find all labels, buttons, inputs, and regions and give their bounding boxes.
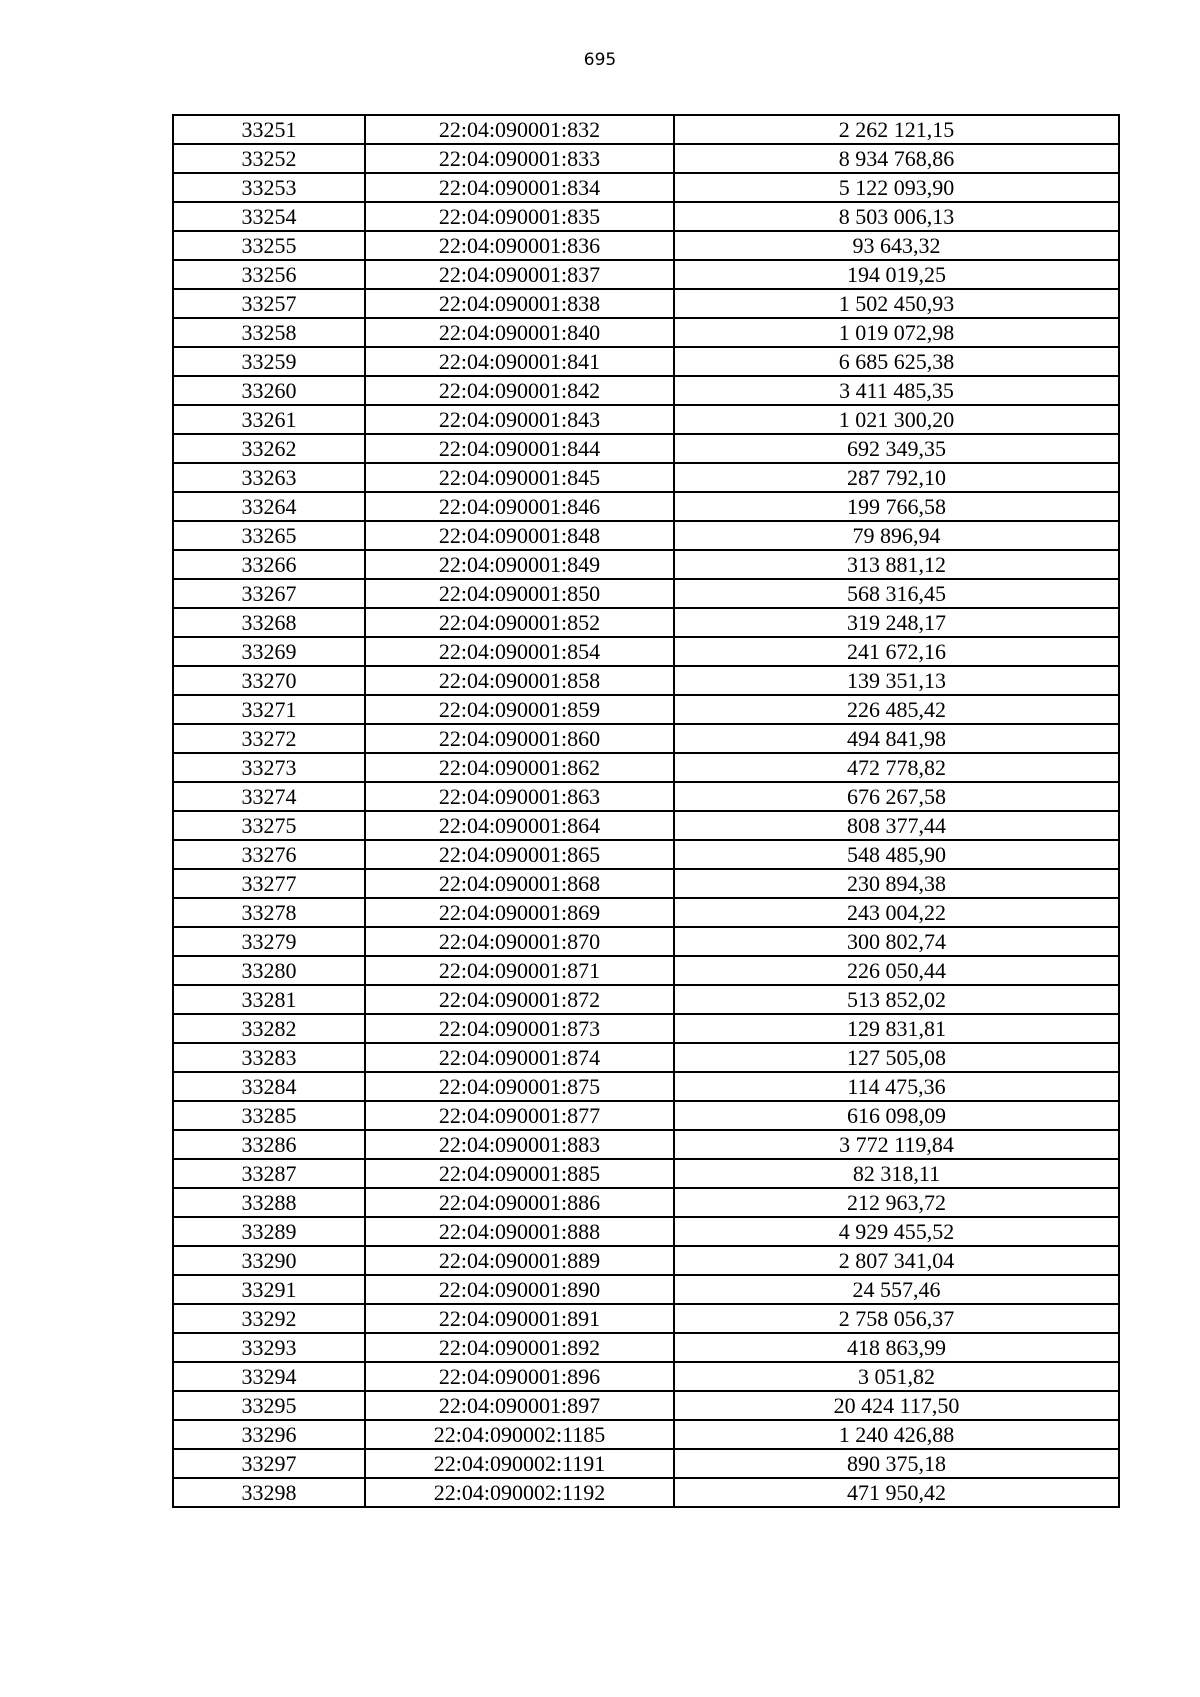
table-row [173,1304,1119,1333]
value-cell: 212 963,72 [674,1188,1119,1217]
table-row [173,985,1119,1014]
row-number-cell: 33296 [173,1420,365,1449]
table-row [173,1362,1119,1391]
cadastral-number-cell: 22:04:090001:836 [365,231,674,260]
cadastral-number-cell: 22:04:090001:848 [365,521,674,550]
row-number-cell: 33256 [173,260,365,289]
table-row [173,1391,1119,1420]
row-number-cell: 33276 [173,840,365,869]
value-cell: 5 122 093,90 [674,173,1119,202]
value-cell: 230 894,38 [674,869,1119,898]
value-cell: 287 792,10 [674,463,1119,492]
table-row [173,1130,1119,1159]
table-row [173,173,1119,202]
row-number-cell: 33275 [173,811,365,840]
row-number-cell: 33277 [173,869,365,898]
row-number-cell: 33278 [173,898,365,927]
cadastral-number-cell: 22:04:090001:883 [365,1130,674,1159]
table-body [173,115,1119,1507]
cadastral-number-cell: 22:04:090001:872 [365,985,674,1014]
data-table [172,114,1120,1508]
table-row [173,144,1119,173]
value-cell: 194 019,25 [674,260,1119,289]
row-number-cell: 33282 [173,1014,365,1043]
cadastral-number-cell: 22:04:090001:849 [365,550,674,579]
cadastral-number-cell: 22:04:090001:834 [365,173,674,202]
value-cell: 1 019 072,98 [674,318,1119,347]
cadastral-number-cell: 22:04:090001:852 [365,608,674,637]
table-row [173,231,1119,260]
value-cell: 548 485,90 [674,840,1119,869]
row-number-cell: 33290 [173,1246,365,1275]
value-cell: 243 004,22 [674,898,1119,927]
row-number-cell: 33269 [173,637,365,666]
cadastral-number-cell: 22:04:090002:1185 [365,1420,674,1449]
row-number-cell: 33293 [173,1333,365,1362]
row-number-cell: 33295 [173,1391,365,1420]
value-cell: 1 240 426,88 [674,1420,1119,1449]
row-number-cell: 33280 [173,956,365,985]
value-cell: 568 316,45 [674,579,1119,608]
value-cell: 2 262 121,15 [674,115,1119,144]
cadastral-number-cell: 22:04:090001:840 [365,318,674,347]
table-row [173,956,1119,985]
table-row [173,898,1119,927]
table-row [173,579,1119,608]
cadastral-number-cell: 22:04:090001:843 [365,405,674,434]
cadastral-number-cell: 22:04:090001:841 [365,347,674,376]
table-row [173,724,1119,753]
value-cell: 20 424 117,50 [674,1391,1119,1420]
cadastral-number-cell: 22:04:090001:846 [365,492,674,521]
table-row [173,1072,1119,1101]
row-number-cell: 33294 [173,1362,365,1391]
row-number-cell: 33254 [173,202,365,231]
value-cell: 313 881,12 [674,550,1119,579]
value-cell: 139 351,13 [674,666,1119,695]
table-row [173,1478,1119,1507]
cadastral-number-cell: 22:04:090001:854 [365,637,674,666]
row-number-cell: 33291 [173,1275,365,1304]
table-row [173,1217,1119,1246]
value-cell: 692 349,35 [674,434,1119,463]
cadastral-number-cell: 22:04:090001:838 [365,289,674,318]
cadastral-number-cell: 22:04:090001:859 [365,695,674,724]
value-cell: 3 051,82 [674,1362,1119,1391]
table-row [173,434,1119,463]
row-number-cell: 33298 [173,1478,365,1507]
cadastral-number-cell: 22:04:090001:833 [365,144,674,173]
table-row [173,695,1119,724]
table-row [173,1101,1119,1130]
cadastral-number-cell: 22:04:090001:870 [365,927,674,956]
value-cell: 79 896,94 [674,521,1119,550]
table-row [173,115,1119,144]
table-row [173,608,1119,637]
table-row [173,927,1119,956]
cadastral-number-cell: 22:04:090001:845 [365,463,674,492]
cadastral-number-cell: 22:04:090001:858 [365,666,674,695]
cadastral-number-cell: 22:04:090001:897 [365,1391,674,1420]
table-row [173,637,1119,666]
row-number-cell: 33266 [173,550,365,579]
cadastral-number-cell: 22:04:090001:888 [365,1217,674,1246]
value-cell: 114 475,36 [674,1072,1119,1101]
row-number-cell: 33292 [173,1304,365,1333]
value-cell: 890 375,18 [674,1449,1119,1478]
row-number-cell: 33268 [173,608,365,637]
value-cell: 808 377,44 [674,811,1119,840]
row-number-cell: 33273 [173,753,365,782]
value-cell: 226 485,42 [674,695,1119,724]
value-cell: 1 021 300,20 [674,405,1119,434]
page-number: 695 [583,50,617,70]
table-row [173,289,1119,318]
value-cell: 199 766,58 [674,492,1119,521]
row-number-cell: 33263 [173,463,365,492]
table-row [173,376,1119,405]
row-number-cell: 33271 [173,695,365,724]
cadastral-number-cell: 22:04:090001:889 [365,1246,674,1275]
row-number-cell: 33283 [173,1043,365,1072]
row-number-cell: 33259 [173,347,365,376]
table-row [173,1333,1119,1362]
cadastral-number-cell: 22:04:090001:873 [365,1014,674,1043]
cadastral-number-cell: 22:04:090001:890 [365,1275,674,1304]
cadastral-number-cell: 22:04:090001:896 [365,1362,674,1391]
cadastral-number-cell: 22:04:090001:844 [365,434,674,463]
cadastral-number-cell: 22:04:090001:865 [365,840,674,869]
table-row [173,1449,1119,1478]
value-cell: 2 807 341,04 [674,1246,1119,1275]
table-row [173,463,1119,492]
row-number-cell: 33258 [173,318,365,347]
row-number-cell: 33289 [173,1217,365,1246]
row-number-cell: 33272 [173,724,365,753]
table-row [173,405,1119,434]
row-number-cell: 33285 [173,1101,365,1130]
table-row [173,1043,1119,1072]
row-number-cell: 33297 [173,1449,365,1478]
value-cell: 471 950,42 [674,1478,1119,1507]
cadastral-number-cell: 22:04:090001:864 [365,811,674,840]
value-cell: 241 672,16 [674,637,1119,666]
table-row [173,666,1119,695]
row-number-cell: 33262 [173,434,365,463]
value-cell: 300 802,74 [674,927,1119,956]
cadastral-number-cell: 22:04:090002:1192 [365,1478,674,1507]
row-number-cell: 33284 [173,1072,365,1101]
row-number-cell: 33270 [173,666,365,695]
cadastral-number-cell: 22:04:090001:850 [365,579,674,608]
value-cell: 82 318,11 [674,1159,1119,1188]
row-number-cell: 33255 [173,231,365,260]
value-cell: 8 934 768,86 [674,144,1119,173]
table-row [173,492,1119,521]
table-row [173,1159,1119,1188]
cadastral-number-cell: 22:04:090001:842 [365,376,674,405]
table-row [173,1246,1119,1275]
value-cell: 3 772 119,84 [674,1130,1119,1159]
value-cell: 418 863,99 [674,1333,1119,1362]
value-cell: 1 502 450,93 [674,289,1119,318]
table-row [173,521,1119,550]
table-row [173,1014,1119,1043]
value-cell: 129 831,81 [674,1014,1119,1043]
table-row [173,840,1119,869]
cadastral-number-cell: 22:04:090001:863 [365,782,674,811]
row-number-cell: 33286 [173,1130,365,1159]
cadastral-number-cell: 22:04:090001:868 [365,869,674,898]
value-cell: 8 503 006,13 [674,202,1119,231]
row-number-cell: 33287 [173,1159,365,1188]
value-cell: 676 267,58 [674,782,1119,811]
table-row [173,318,1119,347]
cadastral-number-cell: 22:04:090001:862 [365,753,674,782]
value-cell: 6 685 625,38 [674,347,1119,376]
table-row [173,869,1119,898]
table-row [173,347,1119,376]
value-cell: 127 505,08 [674,1043,1119,1072]
cadastral-number-cell: 22:04:090001:875 [365,1072,674,1101]
row-number-cell: 33257 [173,289,365,318]
table-row [173,260,1119,289]
row-number-cell: 33279 [173,927,365,956]
cadastral-number-cell: 22:04:090001:860 [365,724,674,753]
row-number-cell: 33267 [173,579,365,608]
row-number-cell: 33260 [173,376,365,405]
cadastral-number-cell: 22:04:090001:835 [365,202,674,231]
row-number-cell: 33288 [173,1188,365,1217]
value-cell: 24 557,46 [674,1275,1119,1304]
row-number-cell: 33253 [173,173,365,202]
value-cell: 494 841,98 [674,724,1119,753]
row-number-cell: 33264 [173,492,365,521]
cadastral-number-cell: 22:04:090001:892 [365,1333,674,1362]
value-cell: 2 758 056,37 [674,1304,1119,1333]
table-row [173,753,1119,782]
cadastral-number-cell: 22:04:090001:837 [365,260,674,289]
value-cell: 3 411 485,35 [674,376,1119,405]
cadastral-number-cell: 22:04:090001:877 [365,1101,674,1130]
cadastral-number-cell: 22:04:090002:1191 [365,1449,674,1478]
cadastral-number-cell: 22:04:090001:832 [365,115,674,144]
table-row [173,1188,1119,1217]
cadastral-number-cell: 22:04:090001:886 [365,1188,674,1217]
value-cell: 4 929 455,52 [674,1217,1119,1246]
value-cell: 319 248,17 [674,608,1119,637]
value-cell: 616 098,09 [674,1101,1119,1130]
value-cell: 513 852,02 [674,985,1119,1014]
table-row [173,202,1119,231]
table-row [173,782,1119,811]
table-row [173,550,1119,579]
row-number-cell: 33261 [173,405,365,434]
table-row [173,1420,1119,1449]
row-number-cell: 33251 [173,115,365,144]
cadastral-number-cell: 22:04:090001:874 [365,1043,674,1072]
cadastral-number-cell: 22:04:090001:891 [365,1304,674,1333]
row-number-cell: 33274 [173,782,365,811]
cadastral-number-cell: 22:04:090001:885 [365,1159,674,1188]
value-cell: 472 778,82 [674,753,1119,782]
row-number-cell: 33281 [173,985,365,1014]
cadastral-number-cell: 22:04:090001:871 [365,956,674,985]
cadastral-number-cell: 22:04:090001:869 [365,898,674,927]
row-number-cell: 33252 [173,144,365,173]
table-row [173,811,1119,840]
value-cell: 93 643,32 [674,231,1119,260]
value-cell: 226 050,44 [674,956,1119,985]
table-row [173,1275,1119,1304]
row-number-cell: 33265 [173,521,365,550]
